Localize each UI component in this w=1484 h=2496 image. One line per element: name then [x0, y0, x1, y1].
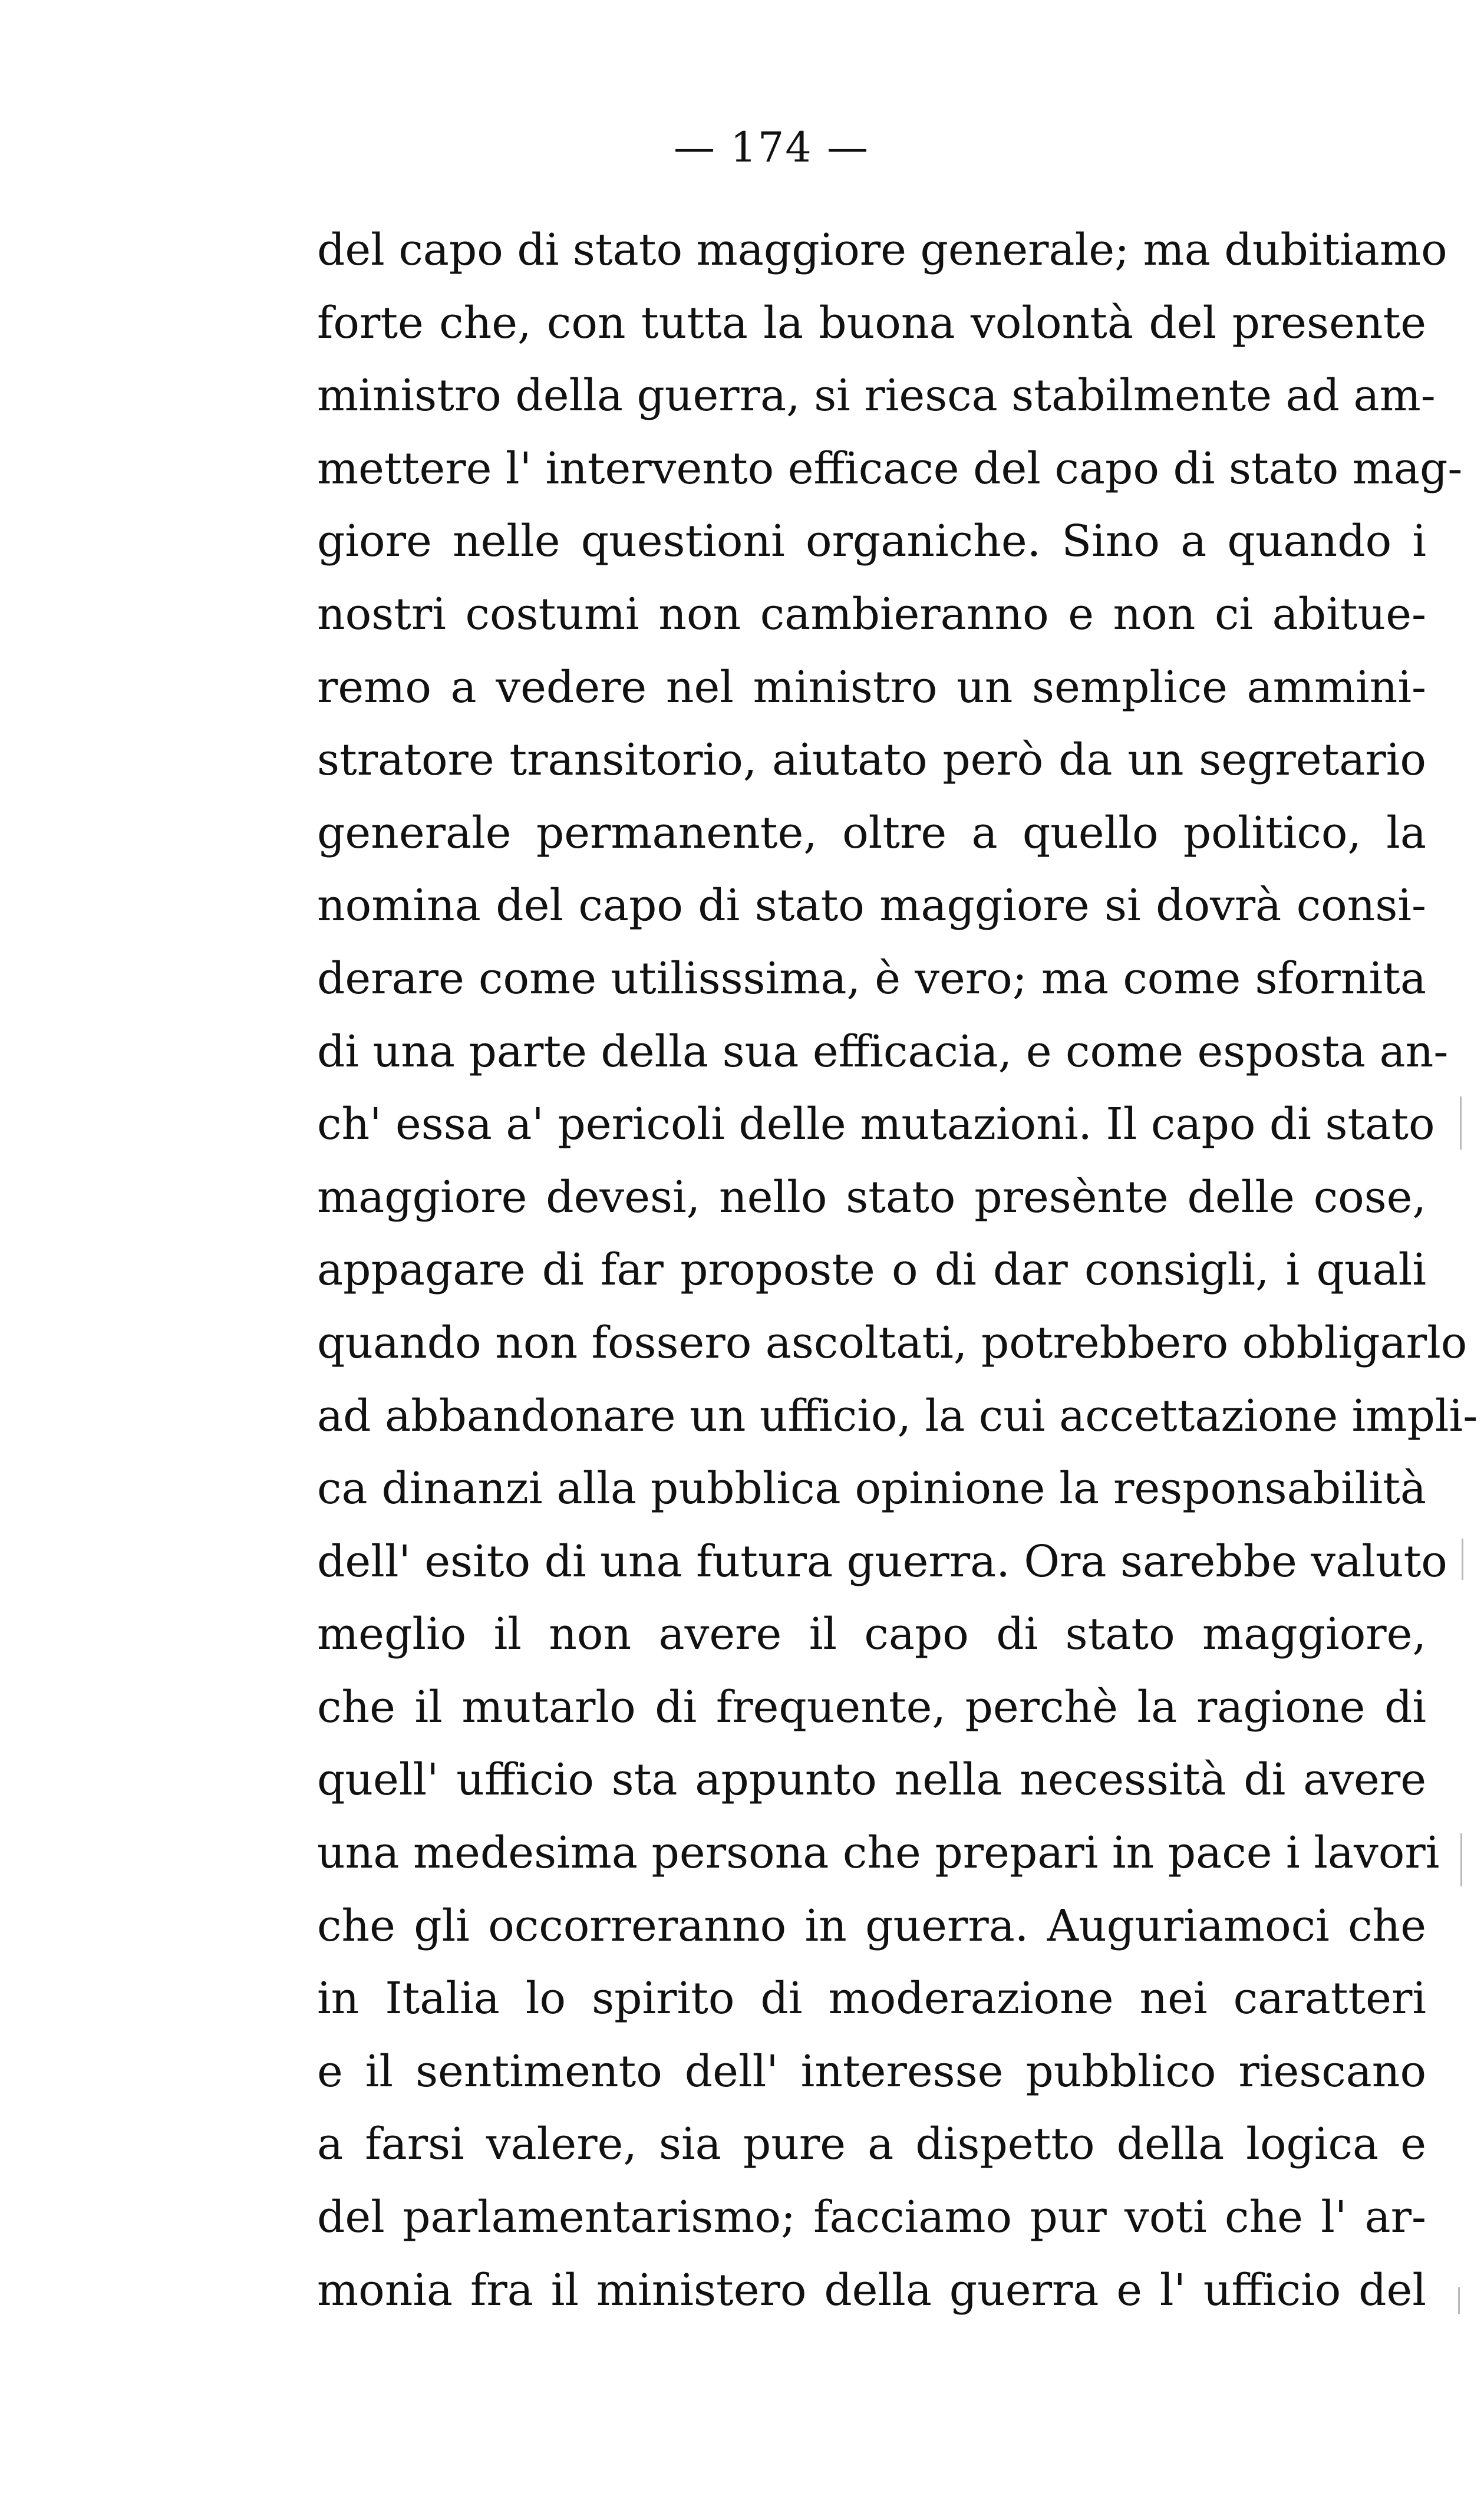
text-line: di una parte della sua efficacia, e come esposta an- [317, 1026, 1449, 1077]
text-line: remo a vedere nel ministro un semplice ammini- [317, 661, 1426, 713]
text-line: mettere l' intervento efficace del capo di stato mag- [317, 443, 1463, 494]
text-line: monia fra il ministero della guerra e l' ufficio del [317, 2264, 1426, 2316]
body-text [317, 214, 1478, 2327]
text-line: nostri costumi non cambieranno e non ci abitue- [317, 588, 1426, 640]
scan-margin-mark [1458, 2287, 1460, 2314]
text-line: a farsi valere, sia pure a dispetto della logica e [317, 2119, 1426, 2170]
text-line: ch' essa a' pericoli delle mutazioni. Il capo di stato [317, 1099, 1435, 1150]
text-line: ministro della guerra, si riesca stabilmente ad am- [317, 370, 1436, 422]
text-line: quando non fossero ascoltati, potrebbero obbligarlo [317, 1317, 1467, 1368]
text-line: maggiore devesi, nello stato presènte delle cose, [317, 1171, 1426, 1223]
text-line: nomina del capo di stato maggiore si dovrà consi- [317, 880, 1426, 931]
scan-margin-mark [1460, 1096, 1462, 1150]
scan-margin-mark [1462, 1539, 1463, 1580]
text-line: forte che, con tutta la buona volontà del presente [317, 297, 1426, 348]
text-line: che il mutarlo di frequente, perchè la ragione di [317, 1681, 1426, 1733]
text-line: ad abbandonare un ufficio, la cui accettazione impli- [317, 1390, 1478, 1441]
text-line: meglio il non avere il capo di stato maggiore, [317, 1609, 1426, 1660]
text-line: ca dinanzi alla pubblica opinione la responsabilità [317, 1463, 1426, 1514]
text-line: appagare di far proposte o di dar consigli, i quali [317, 1244, 1426, 1296]
text-line: e il sentimento dell' interesse pubblico riescano [317, 2046, 1426, 2097]
text-line: giore nelle questioni organiche. Sino a quando i [317, 516, 1426, 567]
text-line: una medesima persona che prepari in pace i lavori [317, 1827, 1440, 1879]
text-line: del capo di stato maggiore generale; ma dubitiamo [317, 225, 1447, 275]
text-line: generale permanente, oltre a quello politico, la [317, 807, 1426, 858]
text-line: del parlamentarismo; facciamo pur voti che l' ar- [317, 2192, 1426, 2243]
page-number: — 174 — [673, 123, 870, 172]
text-line: dell' esito di una futura guerra. Ora sarebbe valuto [317, 1536, 1447, 1587]
text-line: in Italia lo spirito di moderazione nei caratteri [317, 1973, 1426, 2024]
text-line: che gli occorreranno in guerra. Auguriamoci che [317, 1900, 1426, 1951]
text-line: derare come utilisssima, è vero; ma come sfornita [317, 953, 1426, 1004]
text-line: stratore transitorio, aiutato però da un segretario [317, 735, 1426, 786]
text-line: quell' ufficio sta appunto nella necessità di avere [317, 1754, 1426, 1806]
scan-margin-mark [1460, 1833, 1462, 1886]
